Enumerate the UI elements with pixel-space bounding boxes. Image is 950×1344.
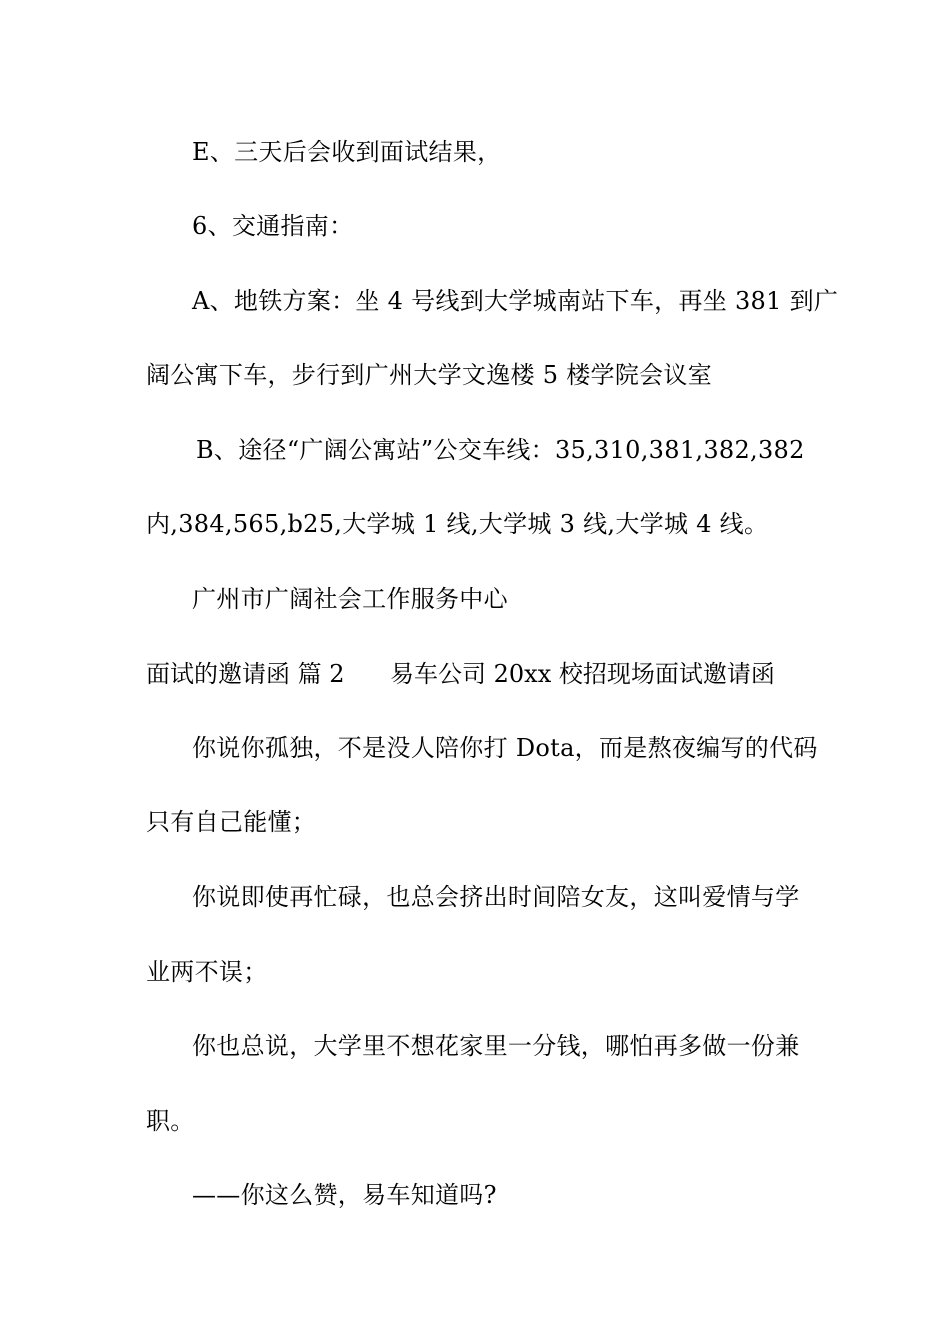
text-line-transport-title: 6、交通指南： [192,212,354,240]
text-line-body-2: 只有自己能懂； [146,808,317,836]
section-heading-right: 易车公司 20xx 校招现场面试邀请函 [390,660,775,688]
text-line-body-1: 你说你孤独，不是没人陪你打 Dota，而是熬夜编写的代码 [192,734,818,762]
text-line-bus-lines: B、途径“广阔公寓站”公交车线：35,310,381,382,382 [196,436,805,464]
text-line-result: E、三天后会收到面试结果， [192,138,502,166]
text-line-metro-plan-cont: 阔公寓下车，步行到广州大学文逸楼 5 楼学院会议室 [146,361,713,389]
text-line-body-5: 你也总说，大学里不想花家里一分钱，哪怕再多做一份兼 [192,1032,800,1060]
text-line-body-7: ——你这么赞，易车知道吗? [192,1181,497,1209]
text-line-metro-plan: A、地铁方案：坐 4 号线到大学城南站下车，再坐 381 到广 [192,287,839,315]
text-line-organization: 广州市广阔社会工作服务中心 [192,585,508,613]
text-line-body-4: 业两不误； [146,958,268,986]
text-line-body-3: 你说即使再忙碌，也总会挤出时间陪女友，这叫爱情与学 [192,883,800,911]
text-line-body-6: 职。 [146,1107,195,1135]
section-heading-left: 面试的邀请函 篇 2 [146,660,345,688]
text-line-bus-lines-cont: 内,384,565,b25,大学城 1 线,大学城 3 线,大学城 4 线。 [146,510,769,538]
